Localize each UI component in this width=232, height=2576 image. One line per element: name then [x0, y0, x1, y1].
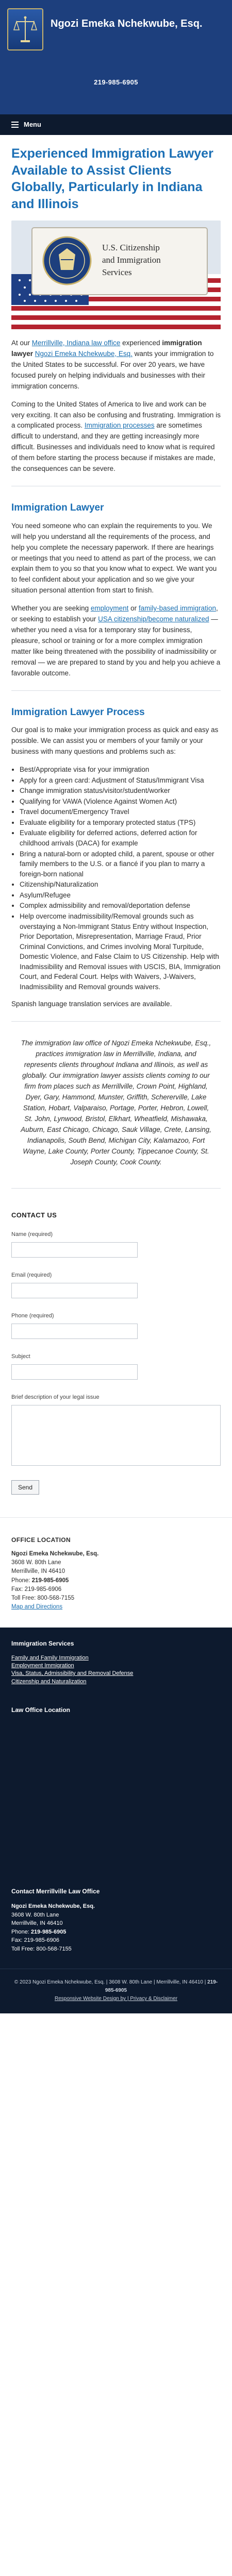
- office-phone-line: [11, 1577, 221, 1585]
- footer-phone-number[interactable]: 219-985-6905: [30, 1928, 67, 1935]
- lawyer-text: — whether you need a visa for a temporary stay for business, pleasure, school or training or for a more complex immigration matter like being threatened with the possibility of inadmissibility or removal — we are prepared to stand by you and help you achieve a favorable outcome.: [11, 615, 221, 677]
- site-footer: [0, 1628, 232, 2014]
- list-item: • Complex admissibility and removal/deportation defense: [20, 901, 221, 911]
- footer-contact: [0, 1875, 232, 1969]
- lawyer-text: or: [128, 604, 139, 613]
- intro-paragraph-2: [11, 399, 221, 474]
- footer-tollfree-label: Toll Free:: [11, 1945, 37, 1952]
- office-tollfree-label: Toll Free:: [11, 1595, 38, 1602]
- uscis-sign-flag-image: [11, 221, 221, 330]
- immigration-lawyer-bold: immigration lawyer: [11, 339, 202, 358]
- employment-link[interactable]: employment: [90, 604, 129, 613]
- list-item: • Evaluate eligibility for deferred actions, deferred action for childhood arrivals (DACA) for example: [20, 828, 221, 848]
- footer-fax-line: [11, 1936, 221, 1945]
- copyright-line: [11, 1978, 221, 1995]
- section-divider: [11, 1021, 221, 1022]
- intro-text: are sometimes difficult to understand, and they are getting increasingly more difficult. Businesses and individuals need to know what is required of them before starting the process because if mistakes are made, the consequences can be severe.: [11, 421, 216, 473]
- footer-street: 3608 W. 80th Lane: [11, 1911, 59, 1918]
- list-item: • Help overcome inadmissibility/Removal grounds such as overstaying a Non-Immigrant Status Entry without Inspection, Prior Deportation, Misrepresentation, Marriage Fraud, Prior Criminal Convictions, and Crimes involving Moral Turpitude, Domestic Violence, and False Claim to US Citizenship. Help with Inadmissibility and Removal issues with USCIS, BIA, Immigration Court, and Federal Court. Helps with Waivers, J-Waivers, Inadmissibility and Removal grounds waivers.: [20, 911, 221, 992]
- footer-contact-heading: Contact Merrillville Law Office: [11, 1888, 100, 1895]
- family-immigration-link[interactable]: family-based immigration: [138, 604, 216, 613]
- office-fax-line: [11, 1585, 221, 1594]
- name-label: Name (required): [11, 1231, 53, 1238]
- office-tollfree-line: [11, 1594, 221, 1603]
- list-item: • Bring a natural-born or adopted child, a parent, spouse or other family members to the U.S. or a fiancé if you plan to marry a foreign-born national: [20, 849, 221, 879]
- citizenship-link[interactable]: USA citizenship/become naturalized: [98, 615, 209, 623]
- office-heading: OFFICE LOCATION: [11, 1536, 71, 1544]
- send-button[interactable]: Send: [11, 1480, 39, 1495]
- list-item: • Best/Appropriate visa for your immigration: [20, 765, 221, 775]
- hamburger-icon: [11, 122, 19, 128]
- list-item: • Qualifying for VAWA (Violence Against Women Act): [20, 796, 221, 807]
- office-fax-label: Fax:: [11, 1586, 25, 1592]
- intro-text: At our: [11, 339, 32, 347]
- footer-tollfree-line: [11, 1945, 221, 1954]
- office-phone-label: Phone:: [11, 1577, 32, 1584]
- phone-label: Phone (required): [11, 1312, 54, 1319]
- section-title-process: Immigration Lawyer Process: [11, 706, 145, 718]
- spanish-translation-note: Spanish language translation services are available.: [11, 1000, 172, 1008]
- footer-services-heading: Immigration Services: [11, 1639, 74, 1647]
- page-title: Experienced Immigration Lawyer Available to Assist Clients Globally, Particularly in Indiana and Illinois: [11, 146, 213, 211]
- section-divider: [11, 1188, 221, 1189]
- header-phone-number[interactable]: 219-985-6905: [94, 78, 138, 86]
- lawyer-paragraph-2: [11, 603, 221, 679]
- office-fax-number: 219-985-6906: [24, 1586, 62, 1592]
- list-item: • Change immigration status/visitor/student/worker: [20, 786, 221, 796]
- contact-form: [0, 1200, 232, 1494]
- message-label: Brief description of your legal issue: [11, 1394, 100, 1400]
- lawyer-text: Whether you are seeking: [11, 604, 91, 613]
- credit-privacy-link[interactable]: Responsive Website Design by | Privacy & Disclaimer: [54, 1996, 178, 2002]
- header-phone[interactable]: [0, 77, 232, 88]
- section-divider: [11, 690, 221, 691]
- process-intro: Our goal is to make your immigration process as quick and easy as possible. We can assist you or members of your family or your business with many questions and problems such as:: [11, 726, 219, 756]
- office-tollfree-number[interactable]: 800-568-7155: [37, 1595, 75, 1602]
- section-title-immigration-lawyer: Immigration Lawyer: [11, 502, 104, 514]
- footer-link-family[interactable]: Family and Family Immigration: [11, 1654, 89, 1661]
- office-street: 3608 W. 80th Lane: [11, 1560, 61, 1566]
- firm-logo[interactable]: [7, 8, 43, 50]
- list-item: • Travel document/Emergency Travel: [20, 807, 221, 817]
- lawyer-text: , or seeking to establish your: [11, 604, 218, 623]
- footer-phone-label: Phone:: [11, 1928, 31, 1935]
- phone-field[interactable]: [11, 1324, 138, 1339]
- process-service-list: [20, 765, 221, 992]
- intro-text: wants your immigration to the United States to be successful. For over 20 years, we have focused purely on helping individuals and businesses with their immigration concerns.: [11, 349, 214, 390]
- footer-phone-line: [11, 1928, 221, 1937]
- hero-image-uscis-sign: [11, 221, 221, 330]
- service-area-statement: The immigration law office of Ngozi Emeka Nchekwube, Esq., practices immigration law in Merrillville, Indiana, and represents clients throughout Indiana and Illinois, as well as globally. Our immigration lawyer assists clients coming to our firm from places such as Merrillville, Crown Point, Highland, Dyer, Gary, Hammond, Munster, Griffith, Schererville, Lake Station, Hobart, Valparaiso, Portage, Porter, Hebron, Lowell, St. John, Lynwood, Bristol, Elkhart, Wheatfield, Mishawaka, Auburn, East Chicago, Chicago, Sauk Village, Crete, Lansing, Indianapolis, South Bend, Michigan City, Kalamazoo, Fort Wayne, Lake County, Porter County, Tippecanoe County, St. Joseph County, Cook County.: [21, 1039, 211, 1166]
- footer-link-citizenship[interactable]: Citizenship and Naturalization: [11, 1678, 87, 1685]
- email-field[interactable]: [11, 1283, 138, 1298]
- copyright-text: © 2023 Ngozi Emeka Nchekwube, Esq. | 3608 W. 80th Lane | Merrillville, IN 46410 |: [14, 1979, 208, 1986]
- footer-services-list: [11, 1654, 221, 1686]
- footer-link-employment[interactable]: Employment Immigration: [11, 1662, 74, 1669]
- subject-label: Subject: [11, 1353, 30, 1360]
- list-item: • Apply for a green card: Adjustment of Status/Immigrant Visa: [20, 775, 221, 786]
- footer-link-visa-status[interactable]: Visa, Status, Admissibility and Removal Defense: [11, 1670, 134, 1677]
- intro-text: experienced: [120, 339, 162, 347]
- list-item: • Asylum/Refugee: [20, 890, 221, 901]
- merrillville-office-link[interactable]: Merrillville, Indiana law office: [31, 339, 121, 347]
- footer-fax-number: 219-985-6906: [24, 1937, 59, 1944]
- list-item: • Citizenship/Naturalization: [20, 879, 221, 890]
- footer-law-office-heading: Law Office Location: [11, 1706, 71, 1714]
- lawyer-paragraph-1: You need someone who can explain the requirements to you. We will help you understand all the requirements of the process, and help you complete the necessary paperwork. If there are hearings or meetings that you need to attend as part of the process, we can explain them to you so that you know what to expect. We want you to feel confident about your application and so we give your situation personal attention from start to finish.: [11, 521, 217, 595]
- uscis-sign-text: U.S. Citizenship and Immigration Services: [102, 243, 161, 277]
- footer-services: [0, 1628, 232, 1702]
- office-firm-name: Ngozi Emeka Nchekwube, Esq.: [11, 1550, 99, 1557]
- site-header: [0, 0, 232, 114]
- footer-law-office: [0, 1701, 232, 1875]
- menu-label: Menu: [24, 120, 41, 128]
- footer-tollfree-number[interactable]: 800-568-7155: [36, 1945, 72, 1952]
- intro-paragraph-1: [11, 338, 221, 392]
- email-label: Email (required): [11, 1272, 52, 1278]
- office-phone-number[interactable]: 219-985-6905: [31, 1577, 69, 1584]
- office-city: Merrillville, IN 46410: [11, 1568, 65, 1575]
- scales-of-justice-icon: [13, 14, 37, 44]
- footer-firm-name: Ngozi Emeka Nchekwube, Esq.: [11, 1903, 95, 1910]
- name-field[interactable]: [11, 1242, 138, 1258]
- subject-field[interactable]: [11, 1364, 138, 1380]
- intro-text: Coming to the United States of America to live and work can be very exciting. It can also be confusing and frustrating. Immigration is a complicated process.: [11, 400, 221, 430]
- menu-toggle[interactable]: [0, 114, 232, 135]
- office-location: [0, 1517, 232, 1628]
- contact-form-heading: CONTACT US: [11, 1211, 57, 1219]
- footer-city: Merrillville, IN 46410: [11, 1920, 63, 1927]
- message-field[interactable]: [11, 1405, 221, 1466]
- immigration-processes-link[interactable]: Immigration processes: [84, 421, 155, 430]
- copyright-phone[interactable]: 219-985-6905: [105, 1979, 218, 1994]
- list-item: • Evaluate eligibility for a temporary protected status (TPS): [20, 818, 221, 828]
- map-directions-link[interactable]: Map and Directions: [11, 1604, 63, 1611]
- main-content: [0, 135, 232, 1189]
- footer-fax-label: Fax:: [11, 1937, 24, 1944]
- site-title[interactable]: Ngozi Emeka Nchekwube, Esq.: [51, 18, 203, 29]
- attorney-name-link[interactable]: Ngozi Emeka Nchekwube, Esq.: [35, 349, 132, 358]
- footer-copyright: [0, 1969, 232, 2013]
